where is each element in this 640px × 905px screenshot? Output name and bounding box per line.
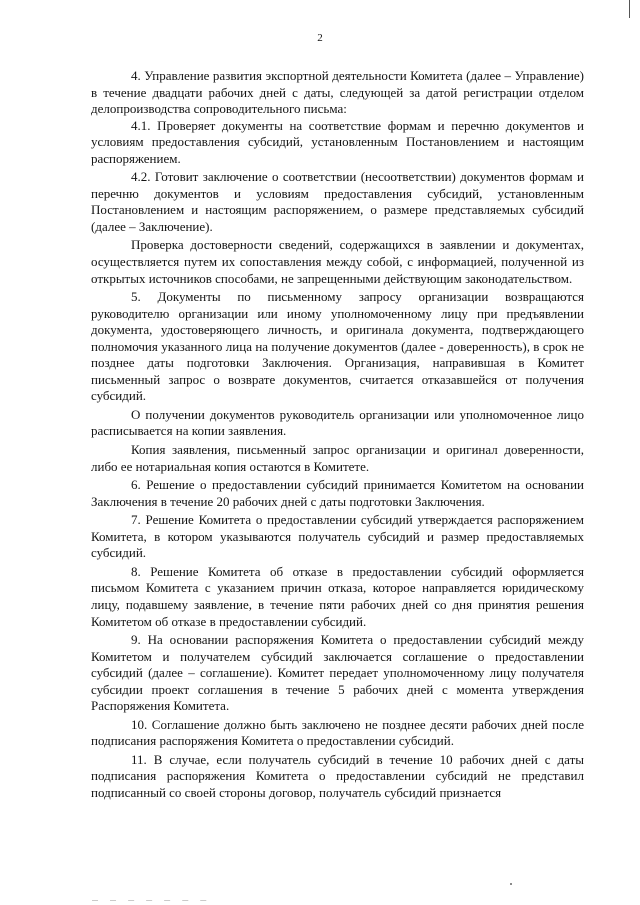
paragraph-item-4-1: 4.1. Проверяет документы на соответствие формам и перечню документов и условиям предоставления субсидий, установленным Постановлением и настоящим распоряжением.: [91, 117, 584, 166]
paragraph-item-7: 7. Решение Комитета о предоставлении субсидий утверждается распоряжением Комитета, в котором указываются получатель субсидий и размер предоставляемых субсидий.: [91, 512, 584, 561]
paragraph-receipt: О получении документов руководитель организации или уполномоченное лицо расписывается на копии заявления.: [91, 406, 584, 439]
paragraph-item-8: 8. Решение Комитета об отказе в предоставлении субсидий оформляется письмом Комитета с указанием причин отказа, которое направляется юридическому лицу, подавшему заявление, в течение пяти рабочих дней со дня принятия решения Комитетом об отказе в предоставлении субсидий.: [91, 563, 584, 629]
scan-footer-dashes: _ _ _ _ _ _ _: [92, 890, 210, 901]
paragraph-item-9: 9. На основании распоряжения Комитета о предоставлении субсидий между Комитетом и получателем субсидий заключается соглашение о предоставлении субсидий (далее – соглашение). Комитет передает уполномоченному лицу получателя субсидии проект соглашения в течение 5 рабочих дней с момента утверждения Распоряжения Комитета.: [91, 632, 584, 714]
paragraph-verification: Проверка достоверности сведений, содержащихся в заявлении и документах, осуществляется путем их сопоставления между собой, с информацией, полученной из открытых источников способами, не запрещенными действующим законодательством.: [91, 237, 584, 286]
paragraph-item-10: 10. Соглашение должно быть заключено не позднее десяти рабочих дней после подписания распоряжения Комитета о предоставлении субсидий.: [91, 716, 584, 749]
scan-speck: [510, 883, 512, 885]
paragraph-copy: Копия заявления, письменный запрос организации и оригинал доверенности, либо ее нотариальная копия остаются в Комитете.: [91, 442, 584, 474]
paragraph-item-6: 6. Решение о предоставлении субсидий принимается Комитетом на основании Заключения в течение 20 рабочих дней с даты подготовки Заключения.: [91, 477, 584, 509]
paragraph-item-4-2: 4.2. Готовит заключение о соответствии (несоответствии) документов формам и перечню документов и условиям предоставления субсидий, установленным Постановлением и настоящим распоряжением, о размере представляемых субсидий (далее – Заключение).: [91, 169, 584, 234]
paragraph-item-4: 4. Управление развития экспортной деятельности Комитета (далее – Управление) в течение двадцати рабочих дней с даты, следующей за датой регистрации отделом делопроизводства сопроводительного письма:: [91, 68, 584, 117]
document-body: [91, 68, 584, 802]
paragraph-item-11: 11. В случае, если получатель субсидий в течение 10 рабочих дней с даты подписания распоряжения Комитета о предоставлении субсидий не представил подписанный со своей стороны договор, получатель субсидий признается: [91, 751, 584, 800]
paragraph-item-5: 5. Документы по письменному запросу организации возвращаются руководителю организации или иному уполномоченному лицу при предъявлении документа, удостоверяющего личность, и оригинала документа, подтверждающего полномочия указанного лица на получение документов (далее - доверенность), в срок не позднее даты подготовки Заключения. Организация, направившая в Комитет письменный запрос о возврате документов, считается отказавшейся от получения субсидий.: [91, 289, 584, 404]
scan-edge-line: [629, 0, 630, 18]
page-number: 2: [317, 32, 323, 44]
